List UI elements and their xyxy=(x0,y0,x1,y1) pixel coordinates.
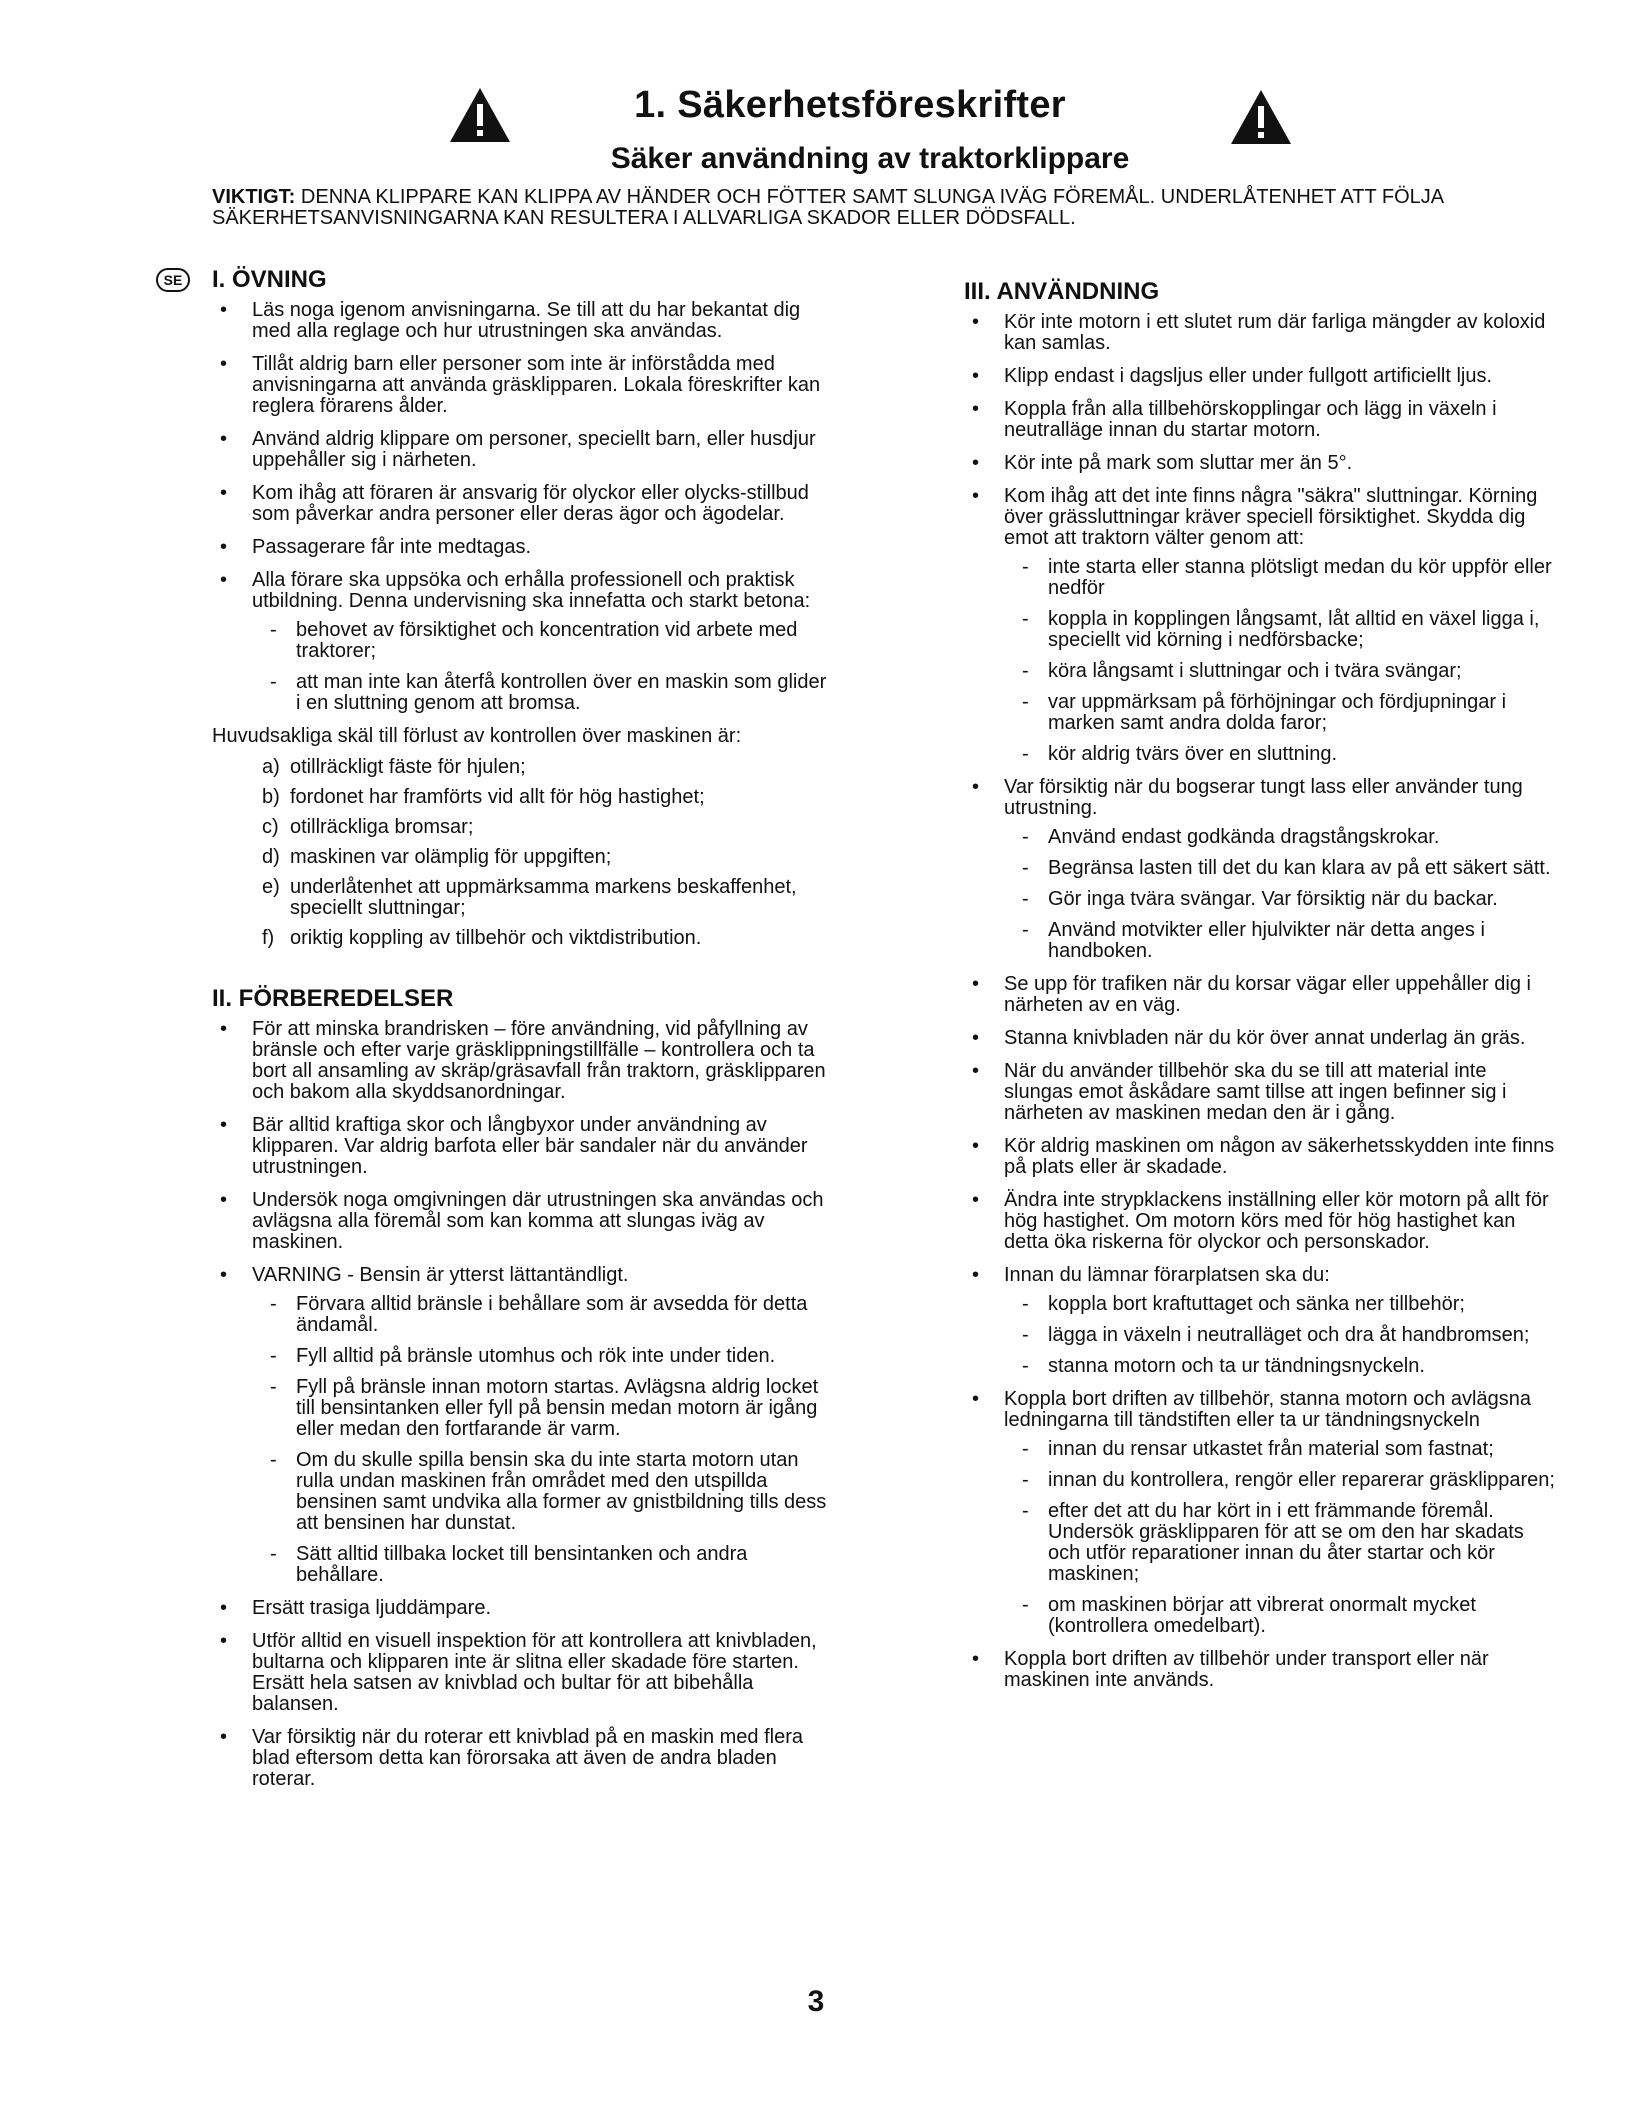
list-item: • Koppla från alla tillbehörskopplingar och lägg in växeln i neutralläge innan du startar motorn. xyxy=(964,399,1558,441)
sub-list-item: - Använd motvikter eller hjulvikter när detta anges i handboken. xyxy=(1018,920,1558,962)
right-column xyxy=(964,278,1558,1727)
sub-list-item: - lägga in växeln i neutralläget och dra åt handbromsen; xyxy=(1018,1325,1558,1346)
list-item-text: Alla förare ska uppsöka och erhålla professionell och praktisk utbildning. Denna undervisning ska innefatta och starkt betona: xyxy=(252,569,811,612)
section-preparation xyxy=(212,985,827,1790)
important-label: VIKTIGT: xyxy=(212,186,296,208)
list-item xyxy=(964,1389,1558,1637)
language-badge: SE xyxy=(156,268,190,292)
sub-list-item: - Förvara alltid bränsle i behållare som är avsedda för detta ändamål. xyxy=(266,1294,827,1336)
reason-text: underlåtenhet att uppmärksamma markens beskaffenhet, speciellt sluttningar; xyxy=(290,876,797,919)
important-text: DENNA KLIPPARE KAN KLIPPA AV HÄNDER OCH FÖTTER SAMT SLUNGA IVÄG FÖREMÅL. UNDERLÅTENHET ATT FÖLJA SÄKERHETSANVISNINGARNA KAN RESULTERA I ALLVARLIGA SKADOR ELLER DÖDSFALL. xyxy=(212,186,1444,229)
operation-list xyxy=(964,312,1558,1691)
list-item: • Kör aldrig maskinen om någon av säkerhetsskydden inte finns på plats eller är skadade. xyxy=(964,1136,1558,1178)
sub-list-item: - efter det att du har kört in i ett främmande föremål. Undersök gräsklipparen för att se om den har skadats och utför reparationer innan du åter startar och kör maskinen; xyxy=(1018,1501,1558,1585)
list-item xyxy=(212,1265,827,1586)
warning-triangle-icon xyxy=(1229,88,1293,146)
section-training xyxy=(163,266,827,949)
list-item: • Undersök noga omgivningen där utrustningen ska användas och avlägsna alla föremål som kan komma att slungas iväg av maskinen. xyxy=(212,1190,827,1253)
sub-list-item: - köra långsamt i sluttningar och i tvära svängar; xyxy=(1018,661,1558,682)
list-item xyxy=(964,777,1558,962)
reason-text: maskinen var olämplig för uppgiften; xyxy=(290,846,612,868)
reason-item xyxy=(262,877,827,919)
list-item: • Se upp för trafiken när du korsar vägar eller uppehåller dig i närheten av en väg. xyxy=(964,974,1558,1016)
list-item: • Stanna knivbladen när du kör över annat underlag än gräs. xyxy=(964,1028,1558,1049)
list-item: • Passagerare får inte medtagas. xyxy=(212,537,827,558)
reason-marker: b) xyxy=(262,786,280,808)
sub-list xyxy=(1004,557,1558,765)
reason-marker: d) xyxy=(262,846,280,868)
list-item: • Använd aldrig klippare om personer, speciellt barn, eller husdjur uppehåller sig i närheten. xyxy=(212,429,827,471)
reason-marker: c) xyxy=(262,816,279,838)
page-title: 1. Säkerhetsföreskrifter xyxy=(634,84,1066,126)
list-item: • När du använder tillbehör ska du se till att material inte slungas emot åskådare samt tillse att ingen befinner sig i närheten av maskinen medan den är i gång. xyxy=(964,1061,1558,1124)
preparation-list xyxy=(212,1019,827,1790)
sub-list-item: - Om du skulle spilla bensin ska du inte starta motorn utan rulla undan maskinen från området med den utspillda bensinen samt undvika alla former av gnistbildning tills dess att bensinen har dunstat. xyxy=(266,1450,827,1534)
important-notice xyxy=(212,187,1562,229)
sub-list xyxy=(1004,1439,1558,1637)
list-item: • Utför alltid en visuell inspektion för att kontrollera att knivbladen, bultarna och klipparen inte är slitna eller skadade före starten. Ersätt hela satsen av knivblad och bultar för att bibehålla balansen. xyxy=(212,1631,827,1715)
sub-list-item: - behovet av försiktighet och koncentration vid arbete med traktorer; xyxy=(266,620,827,662)
section-title-preparation: II. FÖRBEREDELSER xyxy=(212,985,454,1012)
list-item-text: Var försiktig när du bogserar tungt lass eller använder tung utrustning. xyxy=(1004,776,1523,819)
list-item-text: Kom ihåg att det inte finns några "säkra" sluttningar. Körning över grässluttningar kräver speciell försiktighet. Skydda dig emot att traktorn välter genom att: xyxy=(1004,485,1538,549)
list-item: • Kom ihåg att föraren är ansvarig för olyckor eller olycks-stillbud som påverkar andra personer eller deras ägor och ägodelar. xyxy=(212,483,827,525)
list-item: • Kör inte på mark som sluttar mer än 5°. xyxy=(964,453,1558,474)
reason-item xyxy=(262,817,827,838)
list-item xyxy=(212,570,827,714)
list-item: • Ändra inte strypklackens inställning eller kör motorn på allt för hög hastighet. Om motorn körs med för hög hastighet kan detta öka riskerna för olyckor och personskador. xyxy=(964,1190,1558,1253)
list-item: • Tillåt aldrig barn eller personer som inte är införstådda med anvisningarna att använda gräsklipparen. Lokala föreskrifter kan reglera förarens ålder. xyxy=(212,354,827,417)
sub-list-item: - Fyll alltid på bränsle utomhus och rök inte under tiden. xyxy=(266,1346,827,1367)
sub-list xyxy=(1004,1294,1558,1377)
sub-list-item: - stanna motorn och ta ur tändningsnyckeln. xyxy=(1018,1356,1558,1377)
list-item xyxy=(964,1265,1558,1377)
list-item: • Ersätt trasiga ljuddämpare. xyxy=(212,1598,827,1619)
training-list xyxy=(212,300,827,714)
left-column xyxy=(163,266,827,1826)
list-item-text: Koppla bort driften av tillbehör, stanna motorn och avlägsna ledningarna till tändstiften eller ta ur tändningsnyckeln xyxy=(1004,1388,1531,1431)
sub-list-item: - Begränsa lasten till det du kan klara av på ett säkert sätt. xyxy=(1018,858,1558,879)
sub-list-item: - koppla in kopplingen långsamt, låt alltid en växel ligga i, speciellt vid körning i nedförsbacke; xyxy=(1018,609,1558,651)
section-title-training: I. ÖVNING xyxy=(212,266,327,293)
list-item: • Klipp endast i dagsljus eller under fullgott artificiellt ljus. xyxy=(964,366,1558,387)
list-item-text: Innan du lämnar förarplatsen ska du: xyxy=(1004,1264,1330,1286)
sub-list-item: - koppla bort kraftuttaget och sänka ner tillbehör; xyxy=(1018,1294,1558,1315)
list-item: • Läs noga igenom anvisningarna. Se till att du har bekantat dig med alla reglage och hur utrustningen ska användas. xyxy=(212,300,827,342)
sub-list-item: - inte starta eller stanna plötsligt medan du kör uppför eller nedför xyxy=(1018,557,1558,599)
reason-text: otillräckligt fäste för hjulen; xyxy=(290,756,526,778)
reason-text: fordonet har framförts vid allt för hög hastighet; xyxy=(290,786,705,808)
sub-list-item: - kör aldrig tvärs över en sluttning. xyxy=(1018,744,1558,765)
section-operation xyxy=(964,278,1558,1691)
list-item: • För att minska brandrisken – före användning, vid påfyllning av bränsle och efter varje gräsklippningstillfälle – kontrollera och ta bort all ansamling av skräp/gräsavfall från traktorn, gräsklipparen och bakom alla skyddsanordningar. xyxy=(212,1019,827,1103)
reason-item xyxy=(262,847,827,868)
reason-text: oriktig koppling av tillbehör och viktdistribution. xyxy=(290,927,702,949)
reason-text: otillräckliga bromsar; xyxy=(290,816,474,838)
list-item xyxy=(964,486,1558,765)
reason-marker: e) xyxy=(262,876,280,898)
list-item-text: VARNING - Bensin är ytterst lättantändligt. xyxy=(252,1264,629,1286)
page-number: 3 xyxy=(807,1985,825,2018)
warning-triangle-icon xyxy=(448,86,512,144)
list-item: • Kör inte motorn i ett slutet rum där farliga mängder av koloxid kan samlas. xyxy=(964,312,1558,354)
sub-list-item: - var uppmärksam på förhöjningar och fördjupningar i marken samt andra dolda faror; xyxy=(1018,692,1558,734)
reasons-list xyxy=(212,757,827,949)
reason-item xyxy=(262,757,827,778)
list-item: • Var försiktig när du roterar ett knivblad på en maskin med flera blad eftersom detta kan förorsaka att även de andra bladen roterar. xyxy=(212,1727,827,1790)
sub-list xyxy=(252,1294,827,1586)
reason-item xyxy=(262,787,827,808)
list-item: • Koppla bort driften av tillbehör under transport eller när maskinen inte används. xyxy=(964,1649,1558,1691)
sub-list-item: - om maskinen börjar att vibrerat onormalt mycket (kontrollera omedelbart). xyxy=(1018,1595,1558,1637)
sub-list-item: - innan du rensar utkastet från material som fastnat; xyxy=(1018,1439,1558,1460)
sub-list-item: - Gör inga tvära svängar. Var försiktig när du backar. xyxy=(1018,889,1558,910)
sub-list xyxy=(252,620,827,714)
sub-list xyxy=(1004,827,1558,962)
section-heading xyxy=(163,266,827,294)
sub-list-item: - Använd endast godkända dragstångskrokar. xyxy=(1018,827,1558,848)
sub-list-item: - Sätt alltid tillbaka locket till bensintanken och andra behållare. xyxy=(266,1544,827,1586)
reason-marker: a) xyxy=(262,756,280,778)
reason-marker: f) xyxy=(262,927,275,949)
sub-list-item: - att man inte kan återfå kontrollen över en maskin som glider i en sluttning genom att bromsa. xyxy=(266,672,827,714)
section-title-operation: III. ANVÄNDNING xyxy=(964,278,1160,305)
loss-of-control-note: Huvudsakliga skäl till förlust av kontrollen över maskinen är: xyxy=(212,725,742,747)
page-subtitle: Säker användning av traktorklippare xyxy=(610,142,1130,175)
sub-list-item: - Fyll på bränsle innan motorn startas. Avlägsna aldrig locket till bensintanken eller fyll på bensin medan motorn är igång eller medan den fortfarande är varm. xyxy=(266,1377,827,1440)
list-item: • Bär alltid kraftiga skor och långbyxor under användning av klipparen. Var aldrig barfota eller bär sandaler när du använder utrustningen. xyxy=(212,1115,827,1178)
sub-list-item: - innan du kontrollera, rengör eller reparerar gräsklipparen; xyxy=(1018,1470,1558,1491)
reason-item xyxy=(262,928,827,949)
